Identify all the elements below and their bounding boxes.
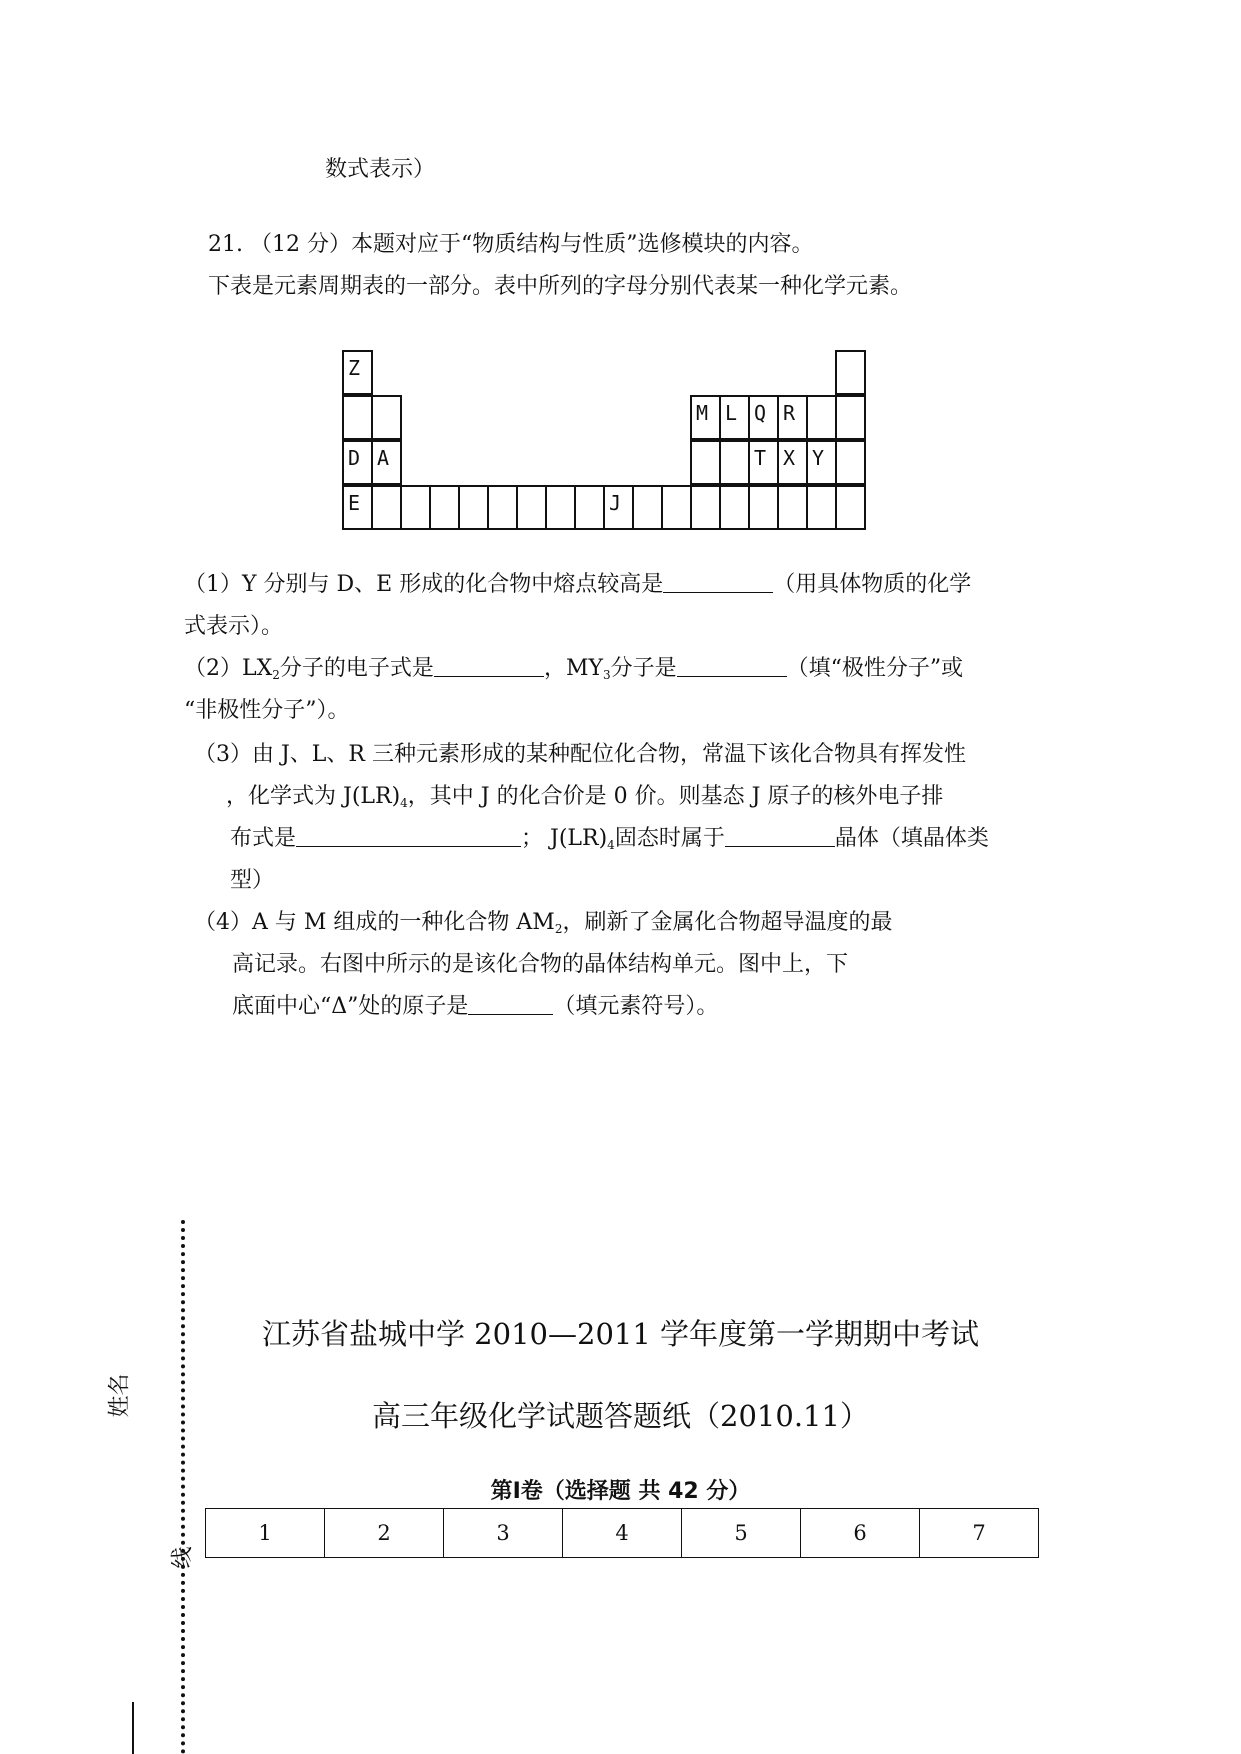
element-cell-x: X bbox=[777, 440, 808, 485]
q3-line1: （3）由 J、L、R 三种元素形成的某种配位化合物，常温下该化合物具有挥发性 bbox=[194, 742, 966, 767]
q3-line2: ，化学式为 $J(LR)_4$，其中 J 的化合价是 0 价。则基态 J 原子的核外电子排 bbox=[226, 784, 944, 810]
element-cell-empty bbox=[342, 395, 373, 440]
q2-polarity-blank[interactable] bbox=[677, 654, 787, 677]
q3-line3: 布式是 ； $J(LR)_4$固态时属于 晶体（填晶体类 bbox=[230, 826, 989, 852]
element-cell-empty bbox=[806, 485, 837, 530]
element-cell-empty bbox=[400, 485, 431, 530]
element-cell-empty bbox=[835, 350, 866, 395]
answer-sheet-subtitle: 高三年级化学试题答题纸（2010.11） bbox=[372, 1399, 869, 1433]
element-cell-empty bbox=[516, 485, 547, 530]
answer-cell[interactable]: 5 bbox=[682, 1509, 801, 1558]
q3-crystal-type-blank[interactable] bbox=[725, 824, 835, 847]
element-cell-empty bbox=[458, 485, 489, 530]
continued-text: 数式表示） bbox=[325, 157, 436, 182]
answer-cell[interactable]: 4 bbox=[563, 1509, 682, 1558]
q4-line1: （4）A 与 M 组成的一种化合物 $AM_2$，刷新了金属化合物超导温度的最 bbox=[194, 910, 893, 936]
element-cell-q: Q bbox=[748, 395, 779, 440]
element-cell-empty bbox=[835, 395, 866, 440]
element-cell-empty bbox=[806, 395, 837, 440]
q4-line3: 底面中心“Δ”处的原子是 （填元素符号）。 bbox=[232, 994, 719, 1019]
element-cell-empty bbox=[661, 485, 692, 530]
element-cell-empty bbox=[690, 440, 721, 485]
element-cell-y: Y bbox=[806, 440, 837, 485]
q2-line1: $(2)LX_2$分子的电子式是 ，$MY_3$分子是 （填“极性分子”或 bbox=[184, 656, 964, 682]
element-cell-empty bbox=[748, 485, 779, 530]
q21-header: 21. （12 分）本题对应于“物质结构与性质”选修模块的内容。 bbox=[208, 232, 814, 257]
section-title: 第Ⅰ卷（选择题 共 42 分） bbox=[490, 1479, 751, 1504]
answer-cell[interactable]: 2 bbox=[325, 1509, 444, 1558]
element-cell-empty bbox=[777, 485, 808, 530]
element-cell-empty bbox=[835, 440, 866, 485]
element-cell-empty bbox=[371, 395, 402, 440]
q2-line2: “非极性分子”）。 bbox=[184, 698, 350, 723]
binding-dotted-line bbox=[181, 1220, 185, 1754]
element-cell-l: L bbox=[719, 395, 750, 440]
element-cell-empty bbox=[545, 485, 576, 530]
element-cell-empty bbox=[371, 485, 402, 530]
element-cell-empty bbox=[719, 485, 750, 530]
answer-cell[interactable]: 7 bbox=[920, 1509, 1039, 1558]
q2-electron-formula-blank[interactable] bbox=[434, 654, 544, 677]
element-cell-a: A bbox=[371, 440, 402, 485]
q1-line1: （1）Y 分别与 D、E 形成的化合物中熔点较高是 （用具体物质的化学 bbox=[184, 572, 972, 597]
q3-electron-config-blank[interactable] bbox=[296, 824, 521, 847]
periodic-table-fragment bbox=[342, 350, 900, 532]
q1-line2: 式表示）。 bbox=[184, 614, 284, 639]
q4-line2: 高记录。右图中所示的是该化合物的晶体结构单元。图中上，下 bbox=[232, 952, 849, 977]
element-cell-empty bbox=[719, 440, 750, 485]
margin-line-label: 线 bbox=[170, 1546, 196, 1569]
element-cell-empty bbox=[487, 485, 518, 530]
element-cell-empty bbox=[835, 485, 866, 530]
answer-cell[interactable]: 1 bbox=[206, 1509, 325, 1558]
margin-rule bbox=[132, 1702, 134, 1754]
element-cell-j: J bbox=[603, 485, 634, 530]
q4-answer-blank[interactable] bbox=[468, 992, 553, 1015]
element-cell-d: D bbox=[342, 440, 373, 485]
margin-name-label: 姓名 bbox=[107, 1373, 133, 1418]
answer-table bbox=[205, 1508, 1039, 1558]
q21-intro: 下表是元素周期表的一部分。表中所列的字母分别代表某一种化学元素。 bbox=[208, 274, 913, 299]
answer-sheet-title: 江苏省盐城中学 2010—2011 学年度第一学期期中考试 bbox=[261, 1317, 980, 1351]
answer-cell[interactable]: 3 bbox=[444, 1509, 563, 1558]
element-cell-empty bbox=[429, 485, 460, 530]
element-cell-empty bbox=[574, 485, 605, 530]
answer-table-row bbox=[206, 1509, 1039, 1558]
element-cell-z: Z bbox=[342, 350, 373, 395]
element-cell-e: E bbox=[342, 485, 373, 530]
answer-cell[interactable]: 6 bbox=[801, 1509, 920, 1558]
element-cell-t: T bbox=[748, 440, 779, 485]
q3-line4: 型） bbox=[230, 868, 275, 893]
element-cell-empty bbox=[632, 485, 663, 530]
q1-answer-blank[interactable] bbox=[663, 570, 773, 593]
element-cell-m: M bbox=[690, 395, 721, 440]
element-cell-empty bbox=[690, 485, 721, 530]
element-cell-r: R bbox=[777, 395, 808, 440]
